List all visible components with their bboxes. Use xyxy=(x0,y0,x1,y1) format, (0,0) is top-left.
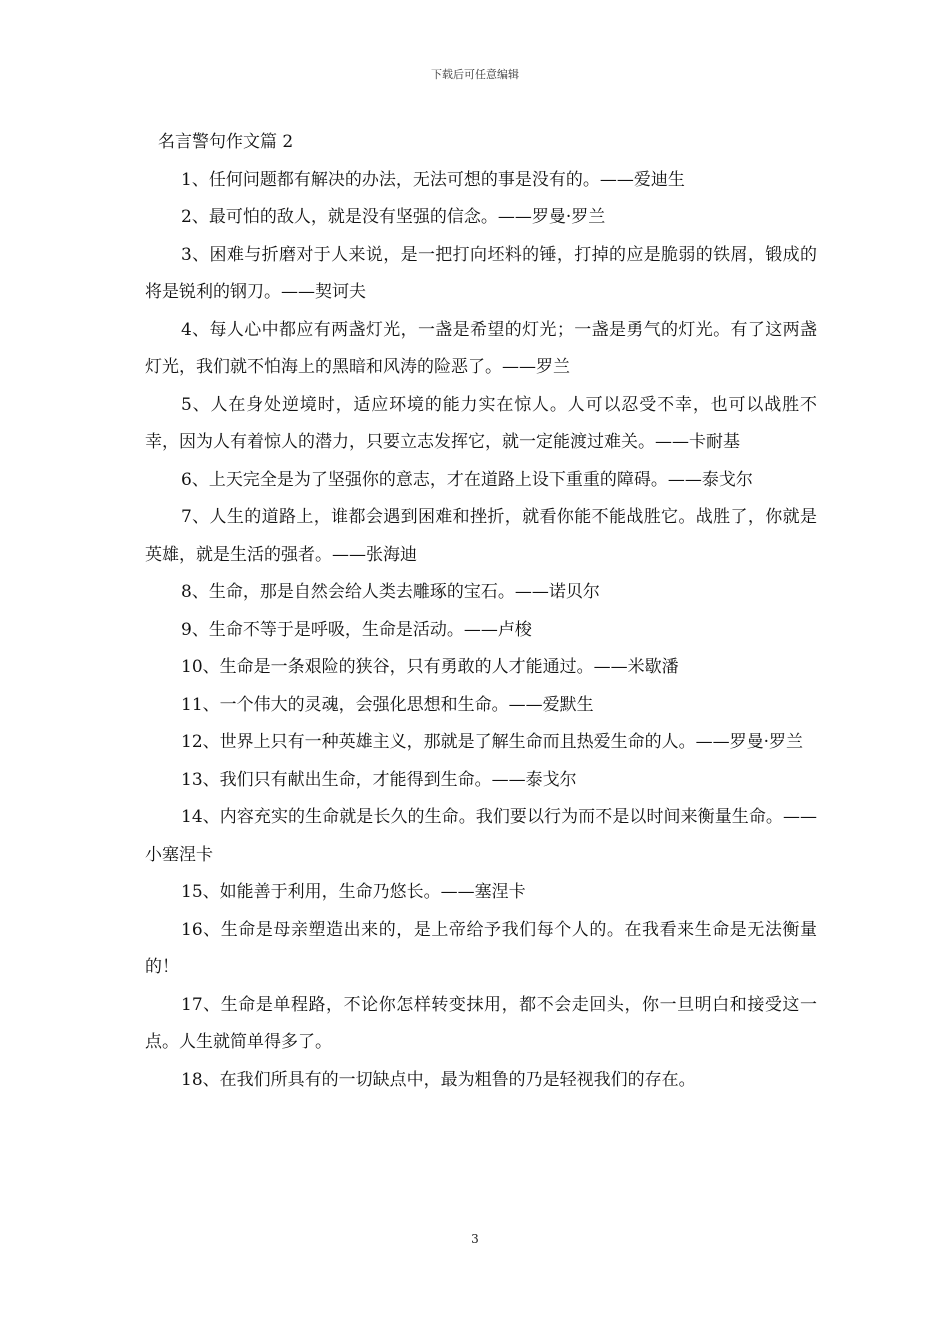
quote-paragraph: 11、一个伟大的灵魂，会强化思想和生命。——爱默生 xyxy=(181,694,594,715)
section-title: 名言警句作文篇 2 xyxy=(158,132,294,152)
quote-paragraph: 14、内容充实的生命就是长久的生命。我们要以行为而不是以时间来衡量生命。——小塞涅卡 xyxy=(145,807,817,865)
quote-paragraph: 8、生命，那是自然会给人类去雕琢的宝石。——诺贝尔 xyxy=(181,582,600,602)
page-header: 下载后可任意编辑 xyxy=(431,68,519,81)
quote-paragraph: 13、我们只有献出生命，才能得到生命。——泰戈尔 xyxy=(181,769,577,790)
quote-paragraph: 5、人在身处逆境时，适应环境的能力实在惊人。人可以忍受不幸，也可以战胜不幸，因为人有着惊人的潜力，只要立志发挥它，就一定能渡过难关。——卡耐基 xyxy=(145,394,817,452)
quote-paragraph: 2、最可怕的敌人，就是没有坚强的信念。——罗曼·罗兰 xyxy=(181,207,606,227)
quote-paragraph: 17、生命是单程路，不论你怎样转变抹用，都不会走回头，你一旦明白和接受这一点。人生就简单得多了。 xyxy=(145,994,817,1052)
quote-paragraph: 12、世界上只有一种英雄主义，那就是了解生命而且热爱生命的人。——罗曼·罗兰 xyxy=(181,732,804,752)
document-body xyxy=(145,124,817,1099)
quote-paragraph: 10、生命是一条艰险的狭谷，只有勇敢的人才能通过。——米歇潘 xyxy=(181,657,679,677)
quote-paragraph: 6、上天完全是为了坚强你的意志，才在道路上设下重重的障碍。——泰戈尔 xyxy=(181,469,753,490)
quote-paragraph: 3、困难与折磨对于人来说，是一把打向坯料的锤，打掉的应是脆弱的铁屑，锻成的将是锐利的钢刀。——契诃夫 xyxy=(145,244,817,302)
quote-paragraph: 15、如能善于利用，生命乃悠长。——塞涅卡 xyxy=(181,882,526,902)
quote-paragraph: 4、每人心中都应有两盏灯光，一盏是希望的灯光；一盏是勇气的灯光。有了这两盏灯光，我们就不怕海上的黑暗和风涛的险恶了。——罗兰 xyxy=(145,319,817,377)
quote-paragraph: 18、在我们所具有的一切缺点中，最为粗鲁的乃是轻视我们的存在。 xyxy=(181,1069,696,1090)
quote-paragraph: 9、生命不等于是呼吸，生命是活动。——卢梭 xyxy=(181,619,532,640)
quote-paragraph: 1、任何问题都有解决的办法，无法可想的事是没有的。——爱迪生 xyxy=(181,169,685,190)
quote-paragraph: 16、生命是母亲塑造出来的，是上帝给予我们每个人的。在我看来生命是无法衡量的！ xyxy=(145,919,817,977)
page-number: 3 xyxy=(471,1232,479,1246)
quote-paragraph: 7、人生的道路上，谁都会遇到困难和挫折，就看你能不能战胜它。战胜了，你就是英雄，就是生活的强者。——张海迪 xyxy=(145,507,817,565)
